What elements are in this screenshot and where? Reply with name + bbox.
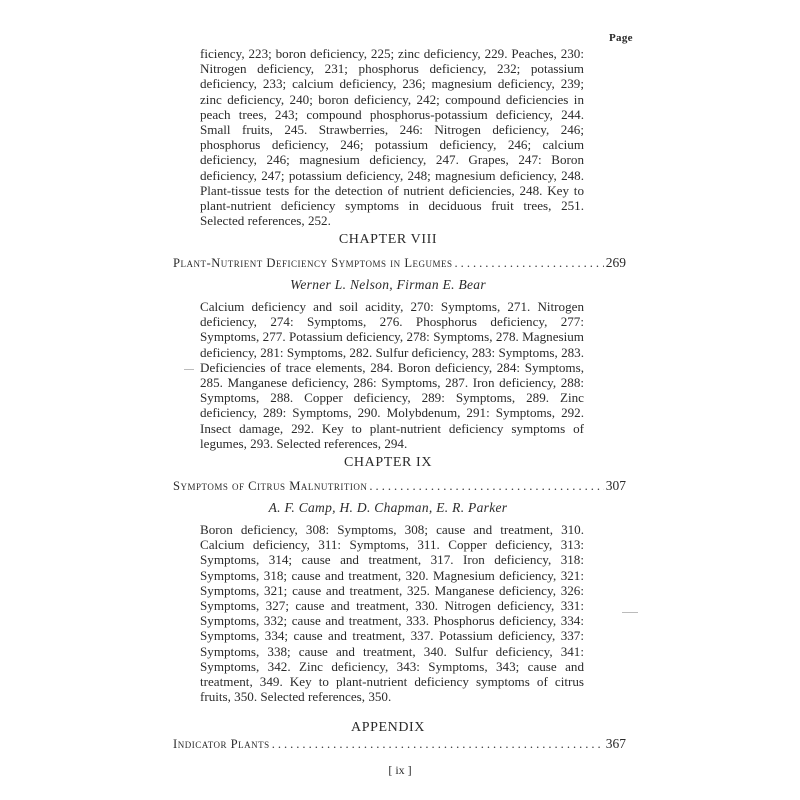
leader-dots (369, 479, 603, 494)
appendix-title: Indicator Plants (173, 737, 270, 751)
chapter8-authors: Werner L. Nelson, Firman E. Bear (290, 277, 486, 292)
appendix-toc-entry[interactable] (173, 736, 626, 752)
chapter9-toc-entry[interactable] (173, 478, 626, 494)
chapter9-title: Symptoms of Citrus Malnutrition (173, 479, 368, 493)
chapter9-authors: A. F. Camp, H. D. Chapman, E. R. Parker (268, 500, 508, 515)
page-column-label: Page (609, 32, 633, 44)
chapter8-title: Plant-Nutrient Deficiency Symptoms in Legumes (173, 256, 453, 270)
appendix-heading: APPENDIX (350, 720, 426, 735)
chapter9-heading: CHAPTER IX (343, 455, 433, 470)
leader-dots (455, 256, 604, 271)
chapter9-page-number: 307 (605, 478, 626, 493)
chapter8-contents: Calcium deficiency and soil acidity, 270: Symptoms, 271. Nitrogen deficiency, 274: Symptoms, 276. Phosphorus deficiency, 277: Symptoms, 277. Potassium deficiency, 278: Symptoms, 278. Magnesium deficiency, 281: Symptoms, 282. Sulfur deficiency, 283: Symptoms, 283. Deficiencies of trace elements, 284. Boron deficiency, 284: Symptoms, 285. Manganese deficiency, 286: Symptoms, 287. Iron deficiency, 288: Symptoms, 288. Copper deficiency, 289: Symptoms, 289. Zinc deficiency, 289: Symptoms, 290. Molybdenum, 291: Symptoms, 292. Insect damage, 292. Key to plant-nutrient deficiency symptoms of legumes, 293. Selected references, 294. (200, 299, 584, 451)
chapter7-contents-continuation: ficiency, 223; boron deficiency, 225; zinc deficiency, 229. Peaches, 230: Nitrogen deficiency, 231; phosphorus deficiency, 232; potassium deficiency, 233; calcium deficiency, 236; magnesium deficiency, 239; zinc deficiency, 240; boron deficiency, 242; compound deficiencies in peach trees, 243; compound phosphorus-potassium deficiency, 244. Small fruits, 245. Strawberries, 246: Nitrogen deficiency, 246; phosphorus deficiency, 246; potassium deficiency, 246; calcium deficiency, 246; magnesium deficiency, 247. Grapes, 247: Boron deficiency, 247; potassium deficiency, 248; magnesium deficiency, 248. Plant-tissue tests for the detection of nutrient deficiencies, 248. Key to plant-nutrient deficiency symptoms in deciduous fruit trees, 251. Selected references, 252. (200, 46, 584, 229)
chapter8-heading: CHAPTER VIII (338, 232, 438, 247)
paper-speck (184, 369, 194, 370)
chapter8-toc-entry[interactable] (173, 255, 626, 271)
paper-speck (622, 612, 638, 613)
chapter9-contents: Boron deficiency, 308: Symptoms, 308; cause and treatment, 310. Calcium deficiency, 311: Symptoms, 311. Copper deficiency, 313: Symptoms, 314; cause and treatment, 317. Iron deficiency, 318: Symptoms, 318; cause and treatment, 320. Magnesium deficiency, 321: Symptoms, 321; cause and treatment, 325. Manganese deficiency, 326: Symptoms, 327; cause and treatment, 330. Nitrogen deficiency, 331: Symptoms, 332; cause and treatment, 333. Phosphorus deficiency, 334: Symptoms, 334; cause and treatment, 337. Potassium deficiency, 337: Symptoms, 338; cause and treatment, 340. Sulfur deficiency, 341: Symptoms, 342. Zinc deficiency, 343: Symptoms, 343; cause and treatment, 349. Key to plant-nutrient deficiency symptoms of citrus fruits, 350. Selected references, 350. (200, 522, 584, 705)
leader-dots (272, 737, 604, 752)
page-folio: [ ix ] (388, 763, 412, 777)
appendix-page-number: 367 (605, 736, 626, 751)
chapter8-page-number: 269 (605, 255, 626, 270)
